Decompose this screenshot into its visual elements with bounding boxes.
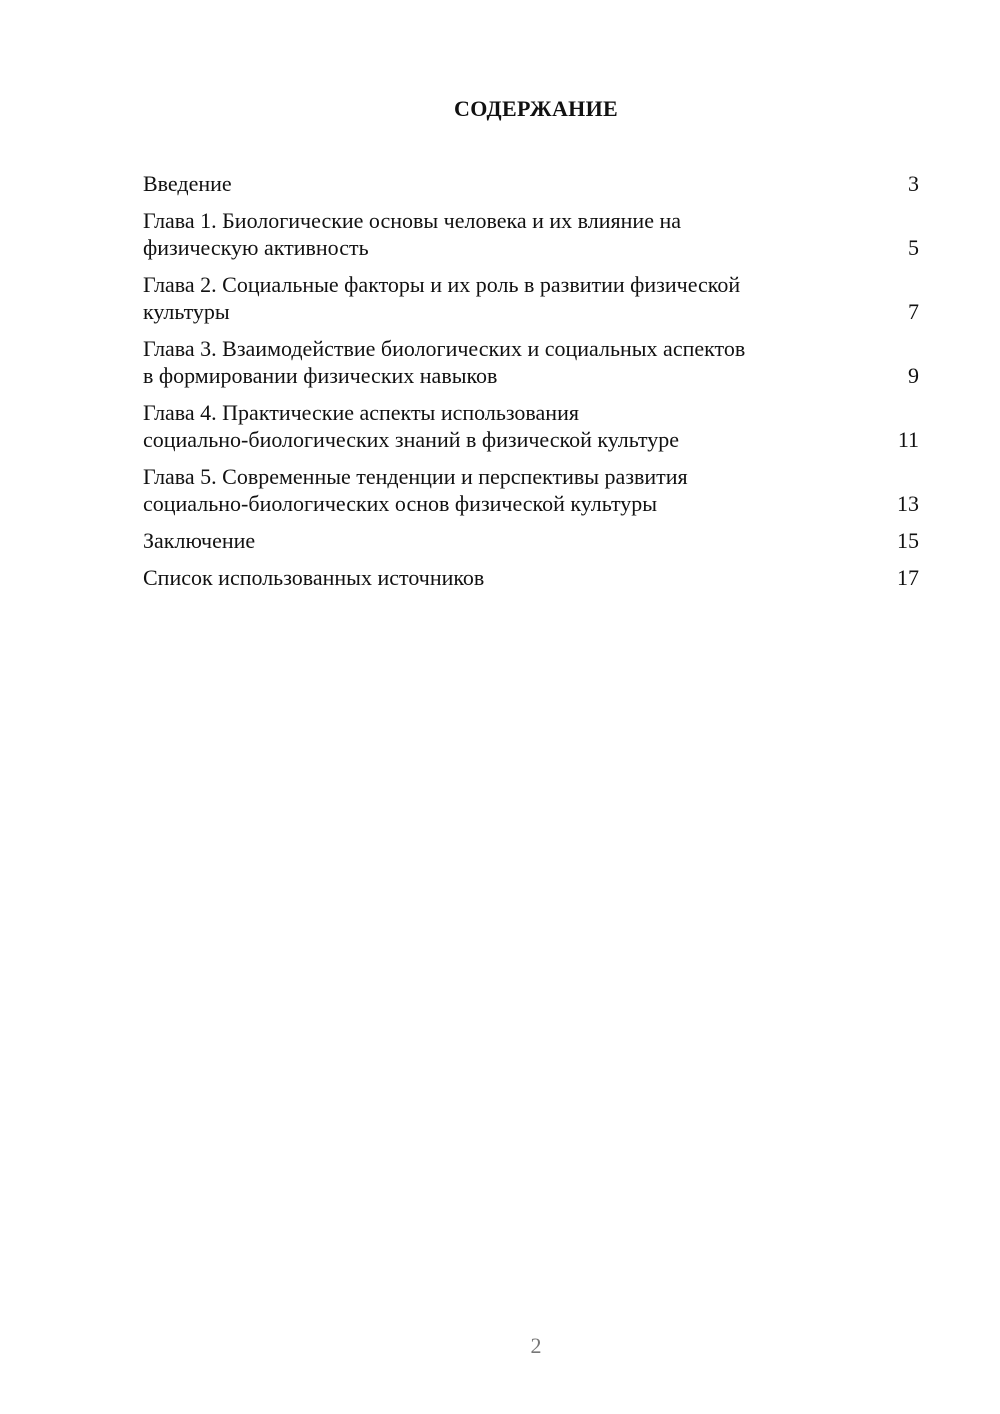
toc-entry-title [143, 271, 740, 325]
toc-entry-line: Глава 2. Социальные факторы и их роль в развитии физической [143, 272, 741, 297]
toc-entry-chapter-1 [143, 207, 919, 261]
toc-entry-chapter-5 [143, 463, 919, 517]
toc-entry-line: Введение [143, 171, 232, 196]
toc-entry-title [143, 399, 679, 453]
toc-entry-conclusion [143, 527, 919, 554]
toc-entry-line: Глава 4. Практические аспекты использования [143, 400, 579, 425]
toc-entry-line: культуры [143, 299, 230, 324]
toc-entry-line: Глава 5. Современные тенденции и перспективы развития [143, 464, 688, 489]
toc-entry-line: Глава 3. Взаимодействие биологических и социальных аспектов [143, 336, 746, 361]
toc-entry-title [143, 170, 232, 197]
toc-entry-line: социально-биологических знаний в физической культуре [143, 427, 680, 452]
toc-entry-chapter-2 [143, 271, 919, 325]
toc-entry-introduction [143, 170, 919, 197]
toc-entry-title [143, 564, 484, 591]
toc-entry-page: 15 [897, 528, 919, 553]
toc-entry-line: Список использованных источников [143, 565, 485, 590]
toc-entry-line: социально-биологических основ физической культуры [143, 491, 658, 516]
toc-entry-page: 17 [897, 565, 919, 590]
page-number: 2 [530, 1333, 542, 1358]
toc-entry-page: 5 [908, 235, 919, 260]
toc-entry-line: в формировании физических навыков [143, 363, 498, 388]
toc-entry-line: физическую активность [143, 235, 369, 260]
toc-entry-chapter-4 [143, 399, 919, 453]
table-of-contents [143, 170, 919, 601]
toc-entry-page: 3 [908, 171, 919, 196]
toc-entry-line: Заключение [143, 528, 256, 553]
toc-entry-title [143, 463, 688, 517]
toc-entry-title [143, 207, 681, 261]
toc-entry-page: 13 [897, 491, 919, 516]
toc-entry-page: 9 [908, 363, 919, 388]
toc-entry-references [143, 564, 919, 591]
toc-entry-page: 7 [908, 299, 919, 324]
toc-entry-chapter-3 [143, 335, 919, 389]
toc-entry-title [143, 527, 255, 554]
toc-entry-page: 11 [897, 427, 919, 452]
toc-entry-line: Глава 1. Биологические основы человека и их влияние на [143, 208, 682, 233]
page-title: СОДЕРЖАНИЕ [454, 96, 618, 121]
toc-entry-title [143, 335, 745, 389]
